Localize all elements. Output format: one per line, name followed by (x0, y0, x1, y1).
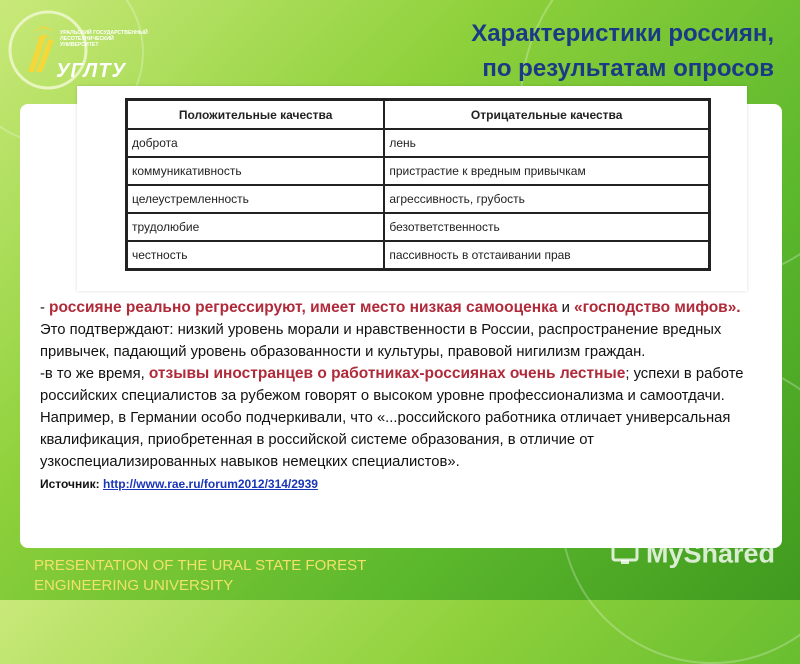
table-row (127, 129, 710, 157)
header-positive: Положительные качества (127, 100, 385, 130)
logo-abbr: УГЛТУ (56, 60, 127, 82)
cell-positive: целеустремленность (127, 185, 385, 213)
paragraph-2-rest: успехи в работе российских специалистов за рубежом говорят о высоком уровне профессионализма и самоотдачи. Например, в Германии особо подчеркивали, что «...российского работника отличает универсальная квалификация, приобретенная в российской системе образования, в отличие от узкоспециализированных навыков немецких специалистов». (40, 366, 744, 470)
paragraph-2-start: -в то же время, (40, 366, 149, 382)
watermark (610, 538, 775, 573)
cell-positive: доброта (127, 129, 385, 157)
table-row (127, 241, 710, 270)
cell-negative: лень (384, 129, 709, 157)
dash: - (40, 300, 50, 316)
table-row (127, 213, 710, 241)
logo-text: УРАЛЬСКИЙ ГОСУДАРСТВЕННЫЙ ЛЕСОТЕХНИЧЕСКИЙ УНИВЕРСИТЕТ (60, 30, 148, 48)
cell-positive: честность (127, 241, 385, 270)
slide-title (354, 16, 774, 86)
source-label: Источник: (40, 477, 103, 491)
qualities-table (125, 98, 711, 271)
highlight-myths: «господство мифов». (574, 299, 741, 316)
cell-negative: пассивность в отстаивании прав (384, 241, 709, 270)
title-line-2: по результатам опросов (482, 55, 774, 82)
table-row (127, 157, 710, 185)
paragraph-1 (40, 297, 760, 363)
highlight-regress: россияне реально регрессируют, имеет место низкая самооценка (49, 299, 558, 316)
title-line-1: Характеристики россиян, (471, 20, 774, 47)
cell-positive: коммуникативность (127, 157, 385, 185)
watermark-text: MyShared (646, 538, 776, 569)
table-row (127, 185, 710, 213)
cell-positive: трудолюбие (127, 213, 385, 241)
conjunction: и (557, 300, 575, 316)
source-link[interactable]: http://www.rae.ru/forum2012/314/2939 (102, 477, 318, 491)
cell-negative: пристрастие к вредным привычкам (384, 157, 709, 185)
qualities-table-card (77, 86, 747, 291)
semicolon: ; (625, 366, 630, 382)
paragraph-2 (40, 363, 760, 473)
cell-negative: агрессивность, грубость (384, 185, 709, 213)
footer-text: PRESENTATION OF THE URAL STATE FOREST ENGINEERING UNIVERSITY (34, 557, 366, 594)
highlight-foreigners: отзывы иностранцев о работниках-россиянах очень лестные (148, 365, 626, 382)
body-text (40, 297, 760, 495)
watermark-icon (610, 538, 642, 573)
source-line (40, 473, 760, 495)
header-negative: Отрицательные качества (384, 100, 709, 130)
cell-negative: безответственность (384, 213, 709, 241)
paragraph-1-rest: Это подтверждают: низкий уровень морали и нравственности в России, распространение вредных привычек, падающий уровень образованности и культуры, правовой нигилизм граждан. (40, 322, 722, 360)
